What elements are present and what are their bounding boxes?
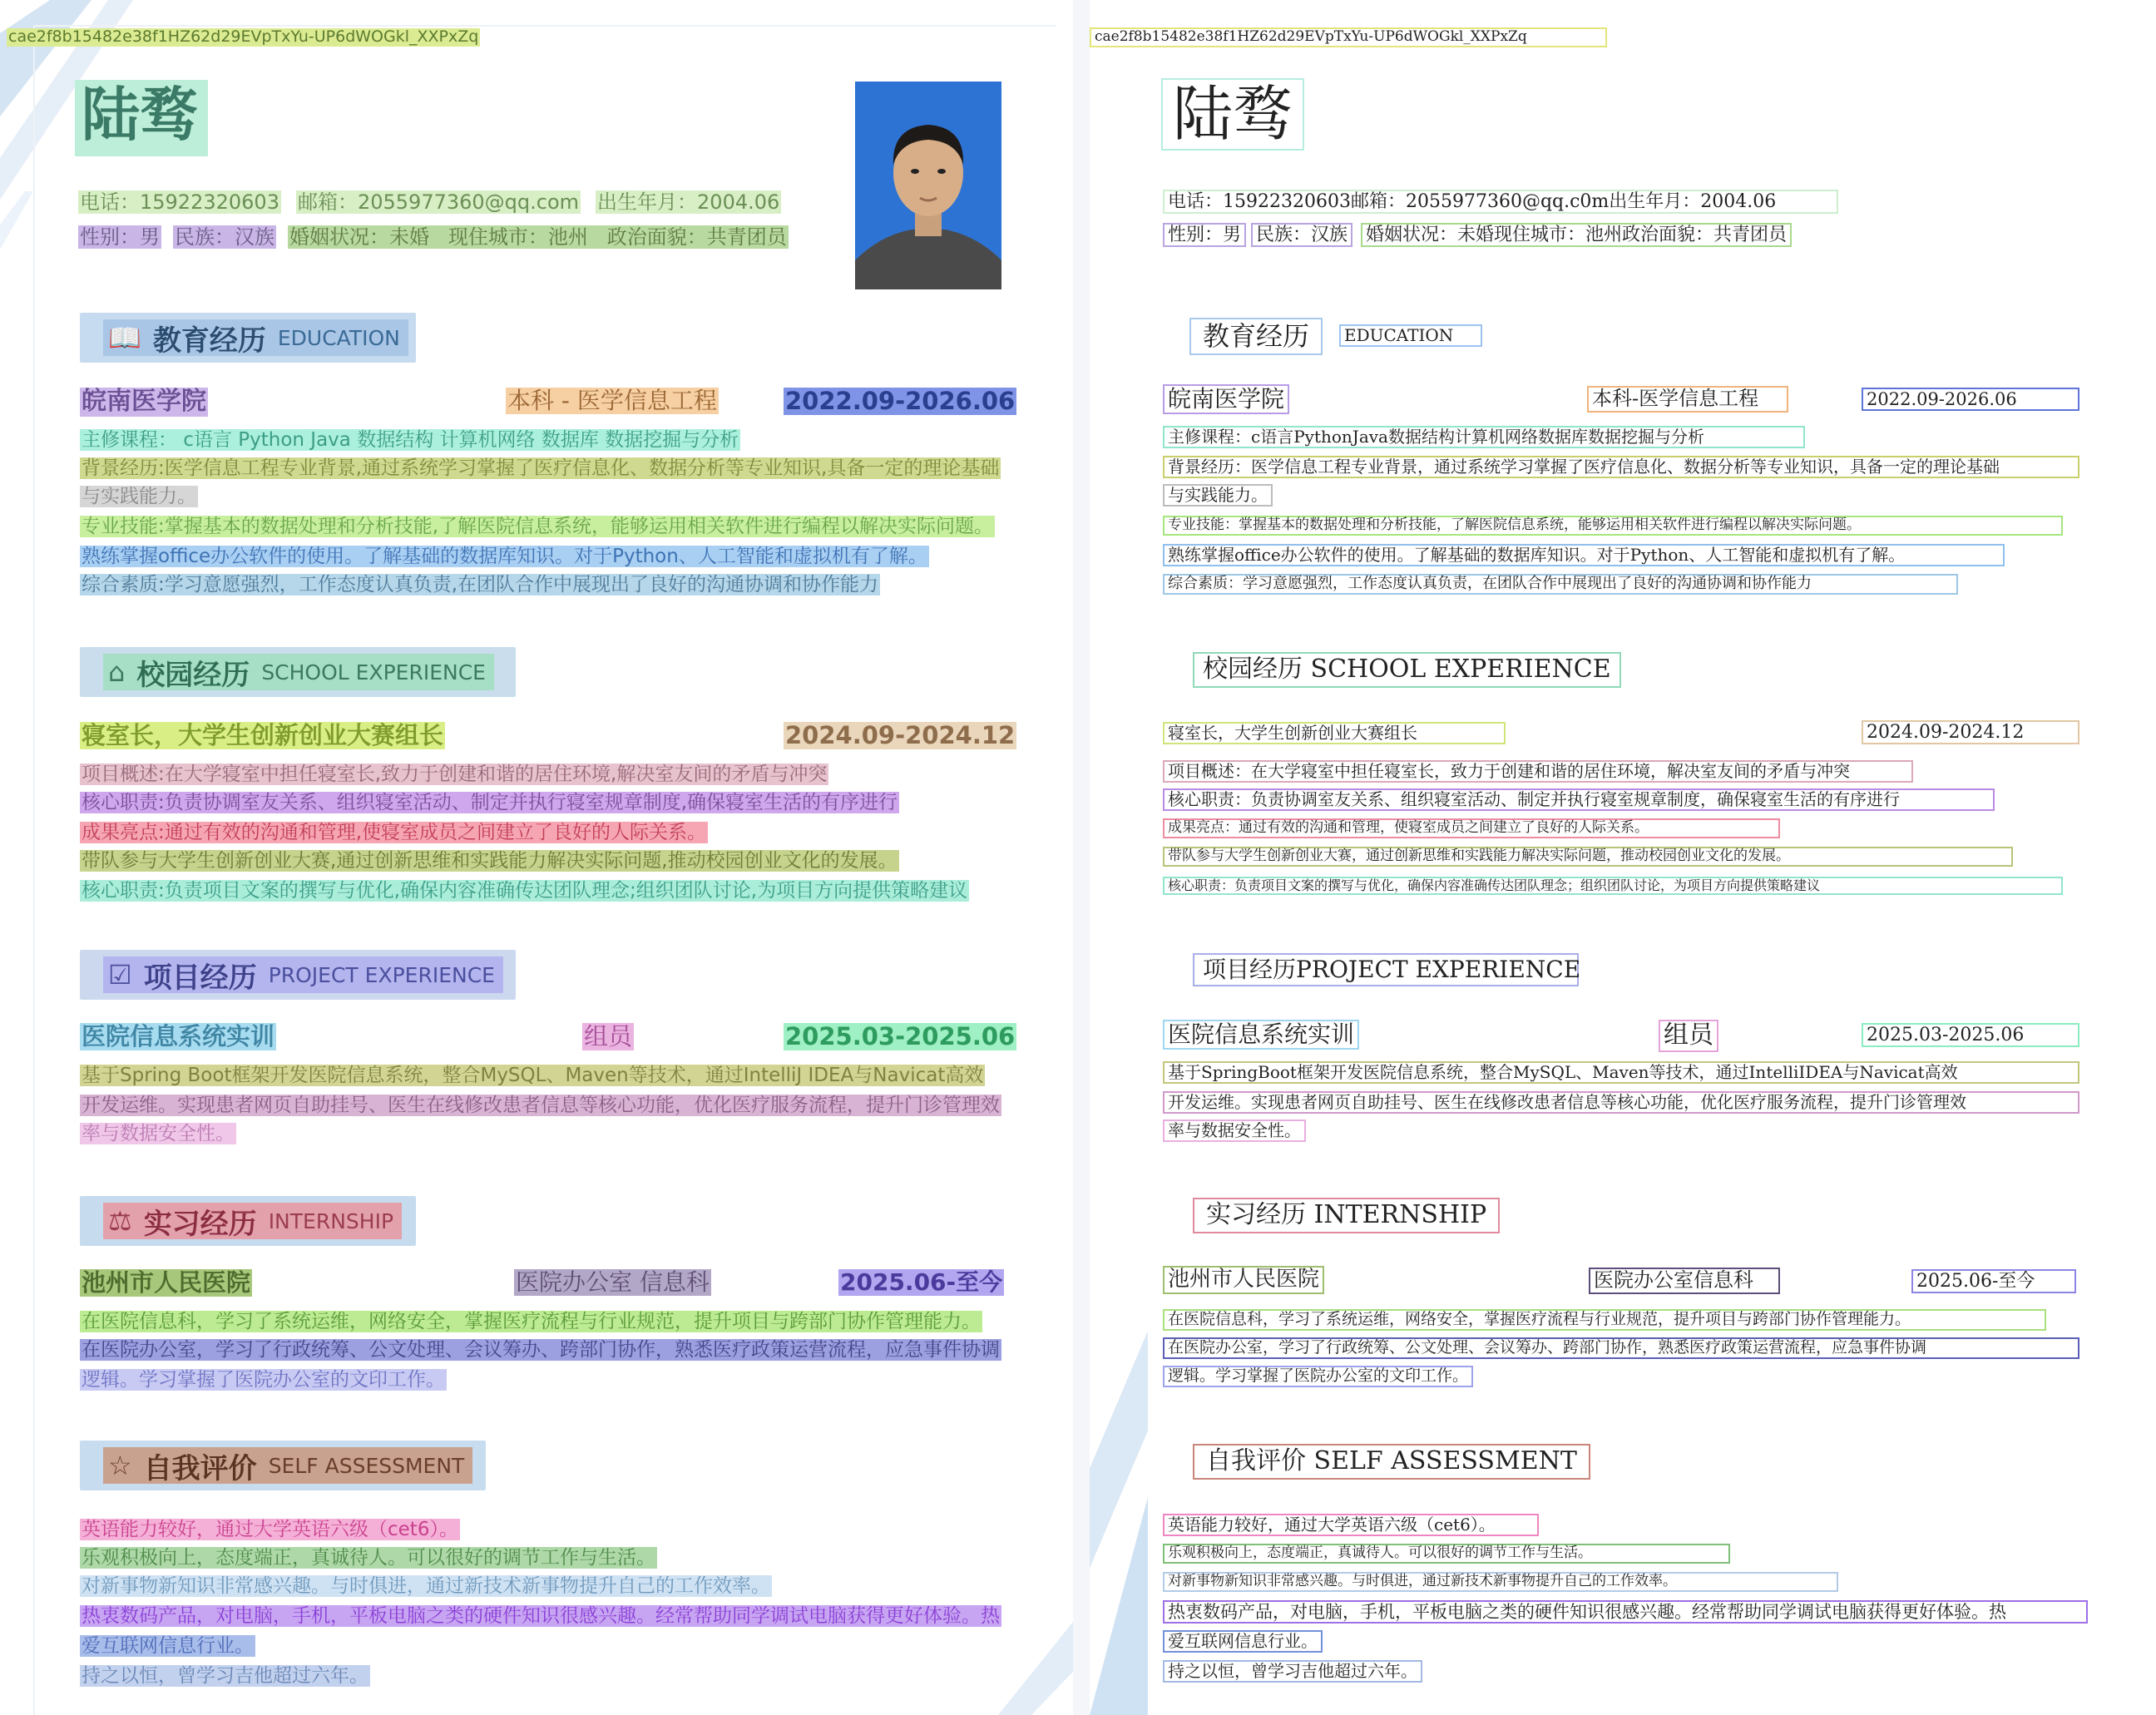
edu-line-6: 综合素质:学习意愿强烈，工作态度认真负责,在团队合作中展现出了良好的沟通协调和协作能力 (82, 574, 879, 596)
ocr-contact-row-2 (1163, 225, 1792, 245)
phone: 电话：15922320603 (80, 190, 279, 214)
edu-line-5: 熟练掌握office办公软件的使用。了解基础的数据库知识。对于Python、人工智能和虚拟机有了解。 (82, 546, 927, 567)
ocr-edu-line-3: 与实践能力。 (1163, 484, 1273, 507)
ocr-marital-city-political: 婚姻状况：未婚现住城市：池州政治面貌：共青团员 (1361, 223, 1792, 247)
project-title-en: PROJECT EXPERIENCE (268, 962, 495, 987)
political-status: 政治面貌：共青团员 (606, 225, 787, 249)
campus-line-5: 核心职责:负责项目文案的撰写与优化,确保内容准确传达团队理念;组织团队讨论,为项目方向提供策略建议 (82, 880, 968, 902)
ocr-degree: 本科-医学信息工程 (1587, 386, 1788, 413)
ocr-campus-title-en: SCHOOL EXPERIENCE (1310, 655, 1611, 684)
ocr-self-title-zh: 自我评价 (1206, 1446, 1306, 1475)
edu-line-3: 与实践能力。 (82, 486, 196, 507)
ocr-intern-date: 2025.06-至今 (1911, 1269, 2076, 1293)
ocr-education-date: 2022.09-2026.06 (1862, 388, 2079, 411)
star-icon: ☆ (108, 1450, 132, 1481)
project-date: 2025.03-2025.06 (785, 1022, 1016, 1050)
ocr-self-title (1193, 1444, 1590, 1480)
project-line-1: 基于Spring Boot框架开发医院信息系统，整合MySQL、Maven等技术，通过IntelliJ IDEA与Navicat高效 (82, 1065, 984, 1086)
ocr-self-line-4: 热衷数码产品，对电脑，手机，平板电脑之类的硬件知识很感兴趣。经常帮助同学调试电脑获得更好体验。热 (1163, 1600, 2088, 1624)
email: 邮箱：2055977360@qq.com (297, 190, 580, 214)
ocr-campus-line-4: 带队参与大学生创新创业大赛，通过创新思维和实践能力解决实际问题，推动校园创业文化的发展。 (1163, 847, 2013, 867)
current-city: 现住城市：池州 (448, 225, 588, 249)
ocr-school-name: 皖南医学院 (1163, 384, 1289, 414)
ocr-education-title: 教育经历 (1189, 318, 1323, 355)
ocr-intern-title (1193, 1198, 1500, 1233)
ocr-intern-line-3: 逻辑。学习掌握了医院办公室的文印工作。 (1163, 1366, 1473, 1387)
self-line-4: 热衷数码产品，对电脑，手机，平板电脑之类的硬件知识很感兴趣。经常帮助同学调试电脑获得更好体验。热 (82, 1605, 1000, 1627)
marital-status: 婚姻状况：未婚 (289, 225, 429, 249)
ocr-campus-title (1193, 652, 1621, 688)
ocr-campus-line-5: 核心职责：负责项目文案的撰写与优化，确保内容准确传达团队理念；组织团队讨论，为项目方向提供策略建议 (1163, 877, 2063, 895)
campus-title: 校园经历 (136, 658, 250, 692)
contact-row-2 (78, 226, 789, 250)
intern-line-1: 在医院信息科，学习了系统运维，网络安全，掌握医疗流程与行业规范，提升项目与跨部门协作管理能力。 (82, 1311, 981, 1332)
person-portrait-icon (855, 82, 1001, 289)
campus-date: 2024.09-2024.12 (785, 721, 1016, 749)
ocr-project-line-3: 率与数据安全性。 (1163, 1119, 1306, 1142)
ocr-edu-line-1: 主修课程：c语言PythonJava数据结构计算机网络数据库数据挖掘与分析 (1163, 426, 1805, 448)
book-icon: 📖 (108, 322, 141, 353)
flask-icon: ⚖ (108, 1205, 132, 1237)
project-section-header (80, 950, 516, 1000)
profile-photo (855, 82, 1001, 289)
ocr-project-line-1: 基于SpringBoot框架开发医院信息系统，整合MySQL、Maven等技术，通过IntelliIDEA与Navicat高效 (1163, 1061, 2079, 1084)
intern-title: 实习经历 (143, 1207, 257, 1241)
ocr-campus-line-3: 成果亮点：通过有效的沟通和管理，使寝室成员之间建立了良好的人际关系。 (1163, 818, 1780, 838)
ocr-candidate-name: 陆骛 (1161, 78, 1304, 151)
degree: 本科 - 医学信息工程 (507, 387, 717, 414)
ocr-self-line-1: 英语能力较好，通过大学英语六级（cet6）。 (1163, 1514, 1539, 1536)
ocr-project-name: 医院信息系统实训 (1163, 1020, 1359, 1050)
gender: 性别：男 (80, 225, 160, 249)
ocr-edu-line-2: 背景经历：医学信息工程专业背景，通过系统学习掌握了医疗信息化、数据分析等专业知识，具备一定的理论基础 (1163, 456, 2079, 478)
ocr-intern-line-2: 在医院办公室，学习了行政统筹、公文处理、会议筹办、跨部门协作，熟悉医疗政策运营流程，应急事件协调 (1163, 1337, 2079, 1359)
self-title: 自我评价 (143, 1451, 257, 1485)
self-line-2: 乐观积极向上，态度端正，真诚待人。可以很好的调节工作与生活。 (82, 1547, 655, 1569)
ocr-self-line-5: 爱互联网信息行业。 (1163, 1630, 1323, 1653)
intern-dept: 医院办公室 信息科 (516, 1268, 710, 1296)
self-title-en: SELF ASSESSMENT (268, 1453, 465, 1478)
ocr-campus-date: 2024.09-2024.12 (1862, 720, 2079, 744)
edu-line-1: 主修课程： c语言 Python Java 数据结构 计算机网络 数据库 数据挖掘与分析 (82, 429, 739, 451)
campus-line-1: 项目概述:在大学寝室中担任寝室长,致力于创建和谐的居住环境,解决室友间的矛盾与冲突 (82, 764, 828, 785)
edu-line-2: 背景经历:医学信息工程专业背景,通过系统学习掌握了医疗信息化、数据分析等专业知识,具备一定的理论基础 (82, 457, 1000, 479)
ocr-project-title-zh: 项目经历 (1203, 956, 1297, 983)
ocr-gender: 性别：男 (1163, 223, 1246, 247)
campus-section-header (80, 647, 516, 697)
edu-line-4: 专业技能:掌握基本的数据处理和分析技能,了解医院信息系统，能够运用相关软件进行编程以解决实际问题。 (82, 516, 994, 537)
contact-row-1 (78, 191, 781, 215)
ocr-contact-row-1: 电话：15922320603邮箱：2055977360@qq.c0m出生年月：2004.06 (1163, 190, 1838, 214)
campus-line-3: 成果亮点:通过有效的沟通和管理,使寝室成员之间建立了良好的人际关系。 (82, 822, 707, 843)
ocr-self-line-2: 乐观积极向上，态度端正，真诚待人。可以很好的调节工作与生活。 (1163, 1544, 1730, 1564)
education-title-en: EDUCATION (277, 325, 400, 350)
ocr-campus-role: 寝室长，大学生创新创业大赛组长 (1163, 722, 1506, 744)
campus-title-en: SCHOOL EXPERIENCE (261, 660, 486, 685)
ocr-campus-line-1: 项目概述：在大学寝室中担任寝室长，致力于创建和谐的居住环境，解决室友间的矛盾与冲突 (1163, 760, 1913, 783)
intern-section-header (80, 1196, 416, 1246)
ocr-education-title-en: EDUCATION (1339, 324, 1482, 347)
birth-date: 出生年月：2004.06 (597, 190, 780, 214)
candidate-name: 陆骛 (82, 80, 198, 149)
ocr-self-line-3: 对新事物新知识非常感兴趣。与时俱进，通过新技术新事物提升自己的工作效率。 (1163, 1572, 1838, 1592)
ocr-document-id: cae2f8b15482e38f1HZ62d29EVpTxYu-UP6dWOGkl_XXPxZq (1090, 27, 1607, 47)
ocr-project-date: 2025.03-2025.06 (1862, 1023, 2079, 1047)
intern-date: 2025.06-至今 (840, 1268, 1003, 1296)
intern-title-en: INTERNSHIP (268, 1208, 394, 1233)
self-line-5: 爱互联网信息行业。 (82, 1635, 254, 1657)
resume-ocr-panel (1090, 0, 2156, 1715)
ocr-campus-title-zh: 校园经历 (1203, 655, 1303, 684)
school-name: 皖南医学院 (82, 387, 206, 416)
intern-line-3: 逻辑。学习掌握了医院办公室的文印工作。 (82, 1369, 445, 1391)
intern-org: 池州市人民医院 (82, 1268, 251, 1297)
ocr-project-line-2: 开发运维。实现患者网页自助挂号、医生在线修改患者信息等核心功能，优化医疗服务流程，提升门诊管理效 (1163, 1091, 2079, 1114)
ocr-intern-title-en: INTERNSHIP (1313, 1200, 1487, 1229)
resume-original-panel (0, 0, 1073, 1715)
self-line-6: 持之以恒，曾学习吉他超过六年。 (82, 1665, 368, 1687)
ocr-intern-org: 池州市人民医院 (1163, 1266, 1324, 1294)
ocr-project-title-en: PROJECT EXPERIENCE (1296, 956, 1581, 983)
intern-line-2: 在医院办公室，学习了行政统筹、公文处理、会议筹办、跨部门协作，熟悉医疗政策运营流程，应急事件协调 (82, 1339, 1000, 1361)
project-role: 组员 (584, 1022, 633, 1050)
right-stripe-decoration (1090, 1331, 1148, 1715)
ocr-project-role: 组员 (1659, 1020, 1718, 1052)
ocr-intern-line-1: 在医院信息科，学习了系统运维，网络安全，掌握医疗流程与行业规范，提升项目与跨部门协作管理能力。 (1163, 1309, 2046, 1331)
panel-divider (1073, 0, 1090, 1715)
ocr-campus-line-2: 核心职责：负责协调室友关系、组织寝室活动、制定并执行寝室规章制度，确保寝室生活的有序进行 (1163, 788, 1995, 811)
ocr-edu-line-5: 熟练掌握office办公软件的使用。了解基础的数据库知识。对于Python、人工智能和虚拟机有了解。 (1163, 544, 2005, 566)
self-section-header (80, 1441, 486, 1490)
ocr-self-title-en: SELF ASSESSMENT (1313, 1446, 1577, 1475)
campus-role: 寝室长，大学生创新创业大赛组长 (82, 721, 444, 749)
ocr-intern-dept: 医院办公室信息科 (1589, 1268, 1780, 1294)
marital-city-political (288, 225, 789, 249)
education-date: 2022.09-2026.06 (785, 387, 1016, 415)
project-name: 医院信息系统实训 (82, 1022, 275, 1050)
ethnicity: 民族：汉族 (175, 225, 274, 249)
project-line-3: 率与数据安全性。 (82, 1123, 235, 1144)
ocr-intern-title-zh: 实习经历 (1206, 1200, 1306, 1229)
project-title: 项目经历 (143, 961, 257, 995)
document-id: cae2f8b15482e38f1HZ62d29EVpTxYu-UP6dWOGkl_XXPxZq (8, 27, 479, 46)
ocr-ethnicity: 民族：汉族 (1251, 223, 1352, 247)
campus-line-2: 核心职责:负责协调室友关系、组织寝室活动、制定并执行寝室规章制度,确保寝室生活的有序进行 (82, 792, 898, 813)
education-section-header (80, 313, 416, 363)
bottom-stripe-decoration (998, 1622, 1073, 1715)
project-line-2: 开发运维。实现患者网页自助挂号、医生在线修改患者信息等核心功能，优化医疗服务流程，提升门诊管理效 (82, 1095, 1000, 1116)
ocr-project-title (1193, 953, 1579, 986)
campus-line-4: 带队参与大学生创新创业大赛,通过创新思维和实践能力解决实际问题,推动校园创业文化的发展。 (82, 850, 898, 872)
self-line-3: 对新事物新知识非常感兴趣。与时俱进，通过新技术新事物提升自己的工作效率。 (82, 1575, 770, 1597)
education-title: 教育经历 (152, 324, 266, 358)
self-line-1: 英语能力较好，通过大学英语六级（cet6）。 (82, 1519, 458, 1540)
ocr-edu-line-6: 综合素质：学习意愿强烈，工作态度认真负责，在团队合作中展现出了良好的沟通协调和协作能力 (1163, 574, 1958, 595)
school-icon: ⌂ (108, 656, 126, 688)
project-icon: ☑ (108, 959, 132, 991)
ocr-edu-line-4: 专业技能：掌握基本的数据处理和分析技能，了解医院信息系统，能够运用相关软件进行编程以解决实际问题。 (1163, 516, 2063, 536)
ocr-self-line-6: 持之以恒，曾学习吉他超过六年。 (1163, 1660, 1422, 1683)
